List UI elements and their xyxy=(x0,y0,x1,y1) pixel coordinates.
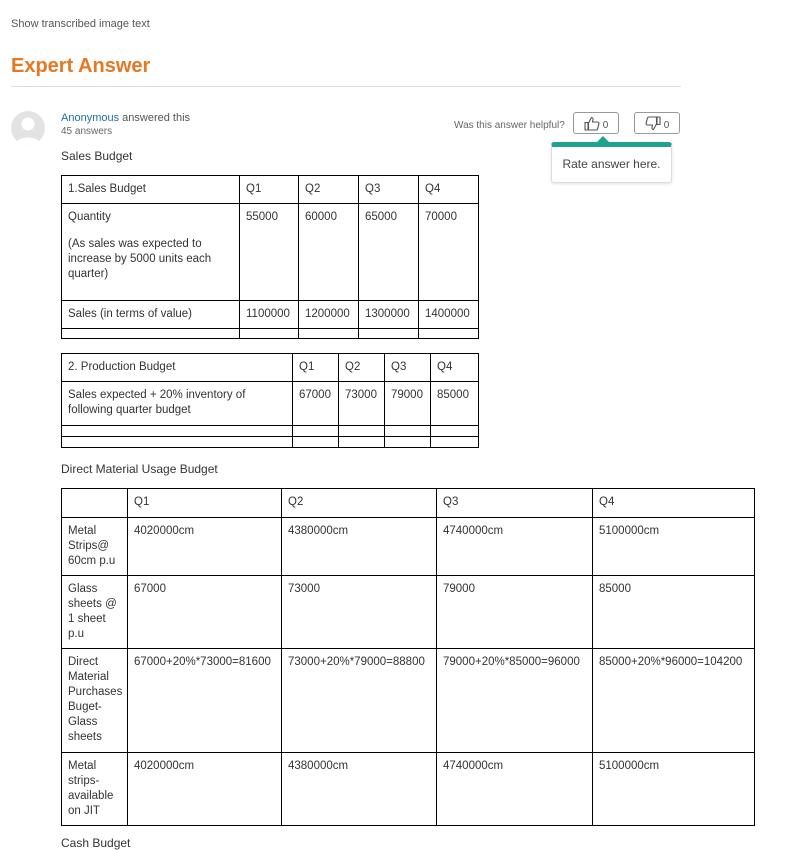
quantity-label: Quantity xyxy=(68,211,111,223)
direct-material-heading: Direct Material Usage Budget xyxy=(61,462,218,476)
empty-cell xyxy=(339,426,385,437)
sales-budget-table xyxy=(61,175,479,339)
table-row xyxy=(62,329,479,339)
table-header-row xyxy=(62,176,479,204)
table-row xyxy=(62,518,755,576)
empty-cell xyxy=(359,329,419,339)
header-divider xyxy=(11,86,681,87)
table-cell: 85000 xyxy=(593,576,755,649)
empty-cell xyxy=(293,426,339,437)
empty-cell xyxy=(339,437,385,448)
empty-cell xyxy=(431,426,479,437)
table-cell: 73000 xyxy=(282,576,437,649)
row-label-cell: Direct Material Purchases Buget-Glass sheets xyxy=(62,649,128,753)
table-row xyxy=(62,426,479,437)
table-cell: 1400000 xyxy=(419,301,479,329)
table-cell: 85000 xyxy=(431,382,479,426)
table-cell: 73000+20%*79000=88800 xyxy=(282,649,437,753)
empty-cell xyxy=(299,329,359,339)
expert-answer-title: Expert Answer xyxy=(11,55,151,77)
table-cell: 67000+20%*73000=81600 xyxy=(128,649,282,753)
thumbs-down-icon xyxy=(645,116,661,131)
table-header-cell: Q3 xyxy=(437,489,593,518)
table-cell: 67000 xyxy=(293,382,339,426)
table-cell: 4020000cm xyxy=(128,753,282,826)
table-cell: 85000+20%*96000=104200 xyxy=(593,649,755,753)
row-label-cell: Metal strips-available on JIT xyxy=(62,753,128,826)
table-header-cell: Q1 xyxy=(240,176,299,204)
table-cell: Sales expected + 20% inventory of following quarter budget xyxy=(62,382,293,426)
table-header-cell: Q3 xyxy=(359,176,419,204)
empty-cell xyxy=(419,329,479,339)
quantity-note: (As sales was expected to increase by 5000 units each quarter) xyxy=(68,238,212,280)
table-header-cell xyxy=(62,489,128,518)
sales-budget-heading: Sales Budget xyxy=(61,149,133,163)
table-cell: 65000 xyxy=(359,204,419,301)
empty-cell xyxy=(62,426,293,437)
production-budget-table xyxy=(61,353,479,448)
user-silhouette-icon xyxy=(11,111,45,145)
table-row xyxy=(62,649,755,753)
table-cell: 4380000cm xyxy=(282,753,437,826)
table-cell: 55000 xyxy=(240,204,299,301)
table-row xyxy=(62,437,479,448)
table-header-cell: Q1 xyxy=(128,489,282,518)
table-cell: 67000 xyxy=(128,576,282,649)
answer-count: 45 answers xyxy=(61,126,113,137)
table-header-cell: Q4 xyxy=(431,354,479,382)
thumbs-up-button[interactable] xyxy=(573,112,619,134)
empty-cell xyxy=(293,437,339,448)
thumbs-down-count: 0 xyxy=(663,120,670,131)
table-cell: 5100000cm xyxy=(593,753,755,826)
table-header-cell: Q4 xyxy=(593,489,755,518)
table-header-row xyxy=(62,489,755,518)
table-header-cell: 1.Sales Budget xyxy=(62,176,240,204)
table-cell: 4740000cm xyxy=(437,518,593,576)
author-line xyxy=(61,112,190,124)
empty-cell xyxy=(385,437,431,448)
table-cell: 4740000cm xyxy=(437,753,593,826)
author-name-link[interactable]: Anonymous xyxy=(61,112,120,124)
table-row xyxy=(62,204,479,301)
row-label-cell: Glass sheets @ 1 sheet p.u xyxy=(62,576,128,649)
table-cell: 70000 xyxy=(419,204,479,301)
table-header-cell: Q4 xyxy=(419,176,479,204)
empty-cell xyxy=(431,437,479,448)
table-cell: 5100000cm xyxy=(593,518,755,576)
table-cell: 1200000 xyxy=(299,301,359,329)
empty-cell xyxy=(62,329,240,339)
table-row xyxy=(62,576,755,649)
table-cell: 79000 xyxy=(437,576,593,649)
table-header-cell: Q1 xyxy=(293,354,339,382)
empty-cell xyxy=(62,437,293,448)
avatar xyxy=(11,111,45,145)
table-cell: 60000 xyxy=(299,204,359,301)
row-label-cell: Metal Strips@ 60cm p.u xyxy=(62,518,128,576)
empty-cell xyxy=(385,426,431,437)
thumbs-up-icon xyxy=(584,116,600,131)
table-cell: 73000 xyxy=(339,382,385,426)
empty-cell xyxy=(240,329,299,339)
table-cell: 79000 xyxy=(385,382,431,426)
quantity-cell xyxy=(62,204,240,301)
rate-answer-tooltip: Rate answer here. xyxy=(551,142,672,183)
table-row xyxy=(62,753,755,826)
table-header-cell: Q2 xyxy=(299,176,359,204)
table-header-cell: 2. Production Budget xyxy=(62,354,293,382)
table-cell: 1100000 xyxy=(240,301,299,329)
table-header-cell: Q3 xyxy=(385,354,431,382)
thumbs-up-count: 0 xyxy=(602,120,609,131)
table-cell: Sales (in terms of value) xyxy=(62,301,240,329)
table-cell: 1300000 xyxy=(359,301,419,329)
table-header-row xyxy=(62,354,479,382)
cash-budget-heading: Cash Budget xyxy=(61,836,131,850)
table-cell: 79000+20%*85000=96000 xyxy=(437,649,593,753)
table-row xyxy=(62,382,479,426)
table-header-cell: Q2 xyxy=(339,354,385,382)
table-cell: 4020000cm xyxy=(128,518,282,576)
helpful-label: Was this answer helpful? xyxy=(454,120,565,131)
table-header-cell: Q2 xyxy=(282,489,437,518)
table-row xyxy=(62,301,479,329)
thumbs-down-button[interactable] xyxy=(634,112,680,134)
author-action: answered this xyxy=(119,112,191,124)
table-cell: 4380000cm xyxy=(282,518,437,576)
direct-material-table xyxy=(61,488,755,826)
show-transcribed-link[interactable]: Show transcribed image text xyxy=(11,18,150,30)
